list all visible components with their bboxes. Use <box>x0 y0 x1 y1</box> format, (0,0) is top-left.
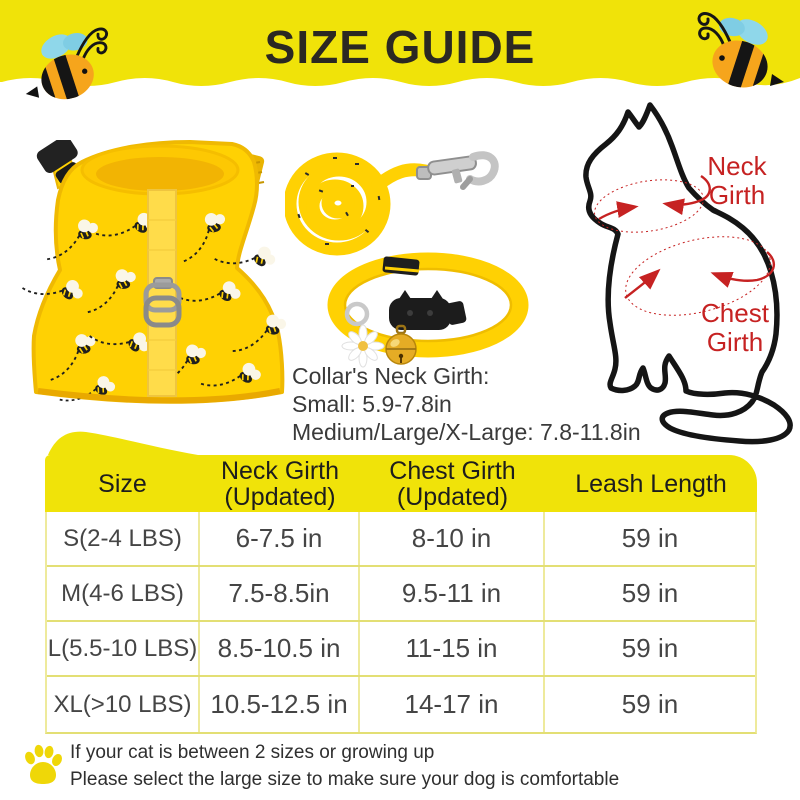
column-header-size: Size <box>98 469 147 498</box>
cell-chest: 8-10 in <box>360 512 545 565</box>
size-table-header <box>45 455 757 512</box>
table-row <box>47 567 755 622</box>
collar-info <box>292 362 652 446</box>
column-header-neck-girth: Neck Girth (Updated) <box>220 456 340 511</box>
cell-size: L(5.5-10 LBS) <box>47 622 200 675</box>
harness-photo <box>20 140 300 410</box>
cell-neck: 7.5-8.5in <box>200 567 360 620</box>
neck-girth-label: Neck <box>707 151 767 181</box>
column-header-chest-girth: Chest Girth (Updated) <box>389 456 516 511</box>
cell-chest: 14-17 in <box>360 677 545 732</box>
column-header-leash-length: Leash Length <box>575 469 727 498</box>
chest-girth-label: Chest <box>701 298 769 328</box>
note-line: If your cat is between 2 sizes or growing up <box>70 742 435 763</box>
cell-size: M(4-6 LBS) <box>47 567 200 620</box>
cell-neck: 10.5-12.5 in <box>200 677 360 732</box>
table-header-hump <box>48 429 198 455</box>
cell-chest: 9.5-11 in <box>360 567 545 620</box>
snap-hook-icon <box>417 155 495 187</box>
note-line: Please select the large size to make sure your dog is comfortable <box>70 769 620 790</box>
collar-info-line: Small: 5.9-7.8in <box>292 391 452 417</box>
table-row <box>47 512 755 567</box>
chest-girth-label: Girth <box>706 327 764 357</box>
size-note <box>70 739 630 793</box>
table-row <box>47 677 755 732</box>
size-table-body <box>45 512 757 734</box>
banner <box>0 0 800 100</box>
cell-leash: 59 in <box>621 523 679 553</box>
collar-info-line: Collar's Neck Girth: <box>292 363 490 389</box>
neck-girth-label: Girth <box>708 180 766 210</box>
paw-print-icon <box>22 742 64 786</box>
cell-size: XL(>10 LBS) <box>47 677 200 732</box>
leash-photo <box>285 135 515 260</box>
page-title: SIZE GUIDE <box>264 21 536 73</box>
table-row <box>47 622 755 677</box>
cell-neck: 6-7.5 in <box>200 512 360 565</box>
cell-chest: 11-15 in <box>360 622 545 675</box>
cell-size: S(2-4 LBS) <box>47 512 200 565</box>
collar-photo <box>325 250 535 375</box>
bell-icon <box>386 326 416 364</box>
cell-leash: 59 in <box>621 633 679 663</box>
cell-neck: 8.5-10.5 in <box>200 622 360 675</box>
collar-info-line: Medium/Large/X-Large: 7.8-11.8in <box>292 419 641 445</box>
cell-leash: 59 in <box>621 689 679 719</box>
cell-leash: 59 in <box>621 578 679 608</box>
